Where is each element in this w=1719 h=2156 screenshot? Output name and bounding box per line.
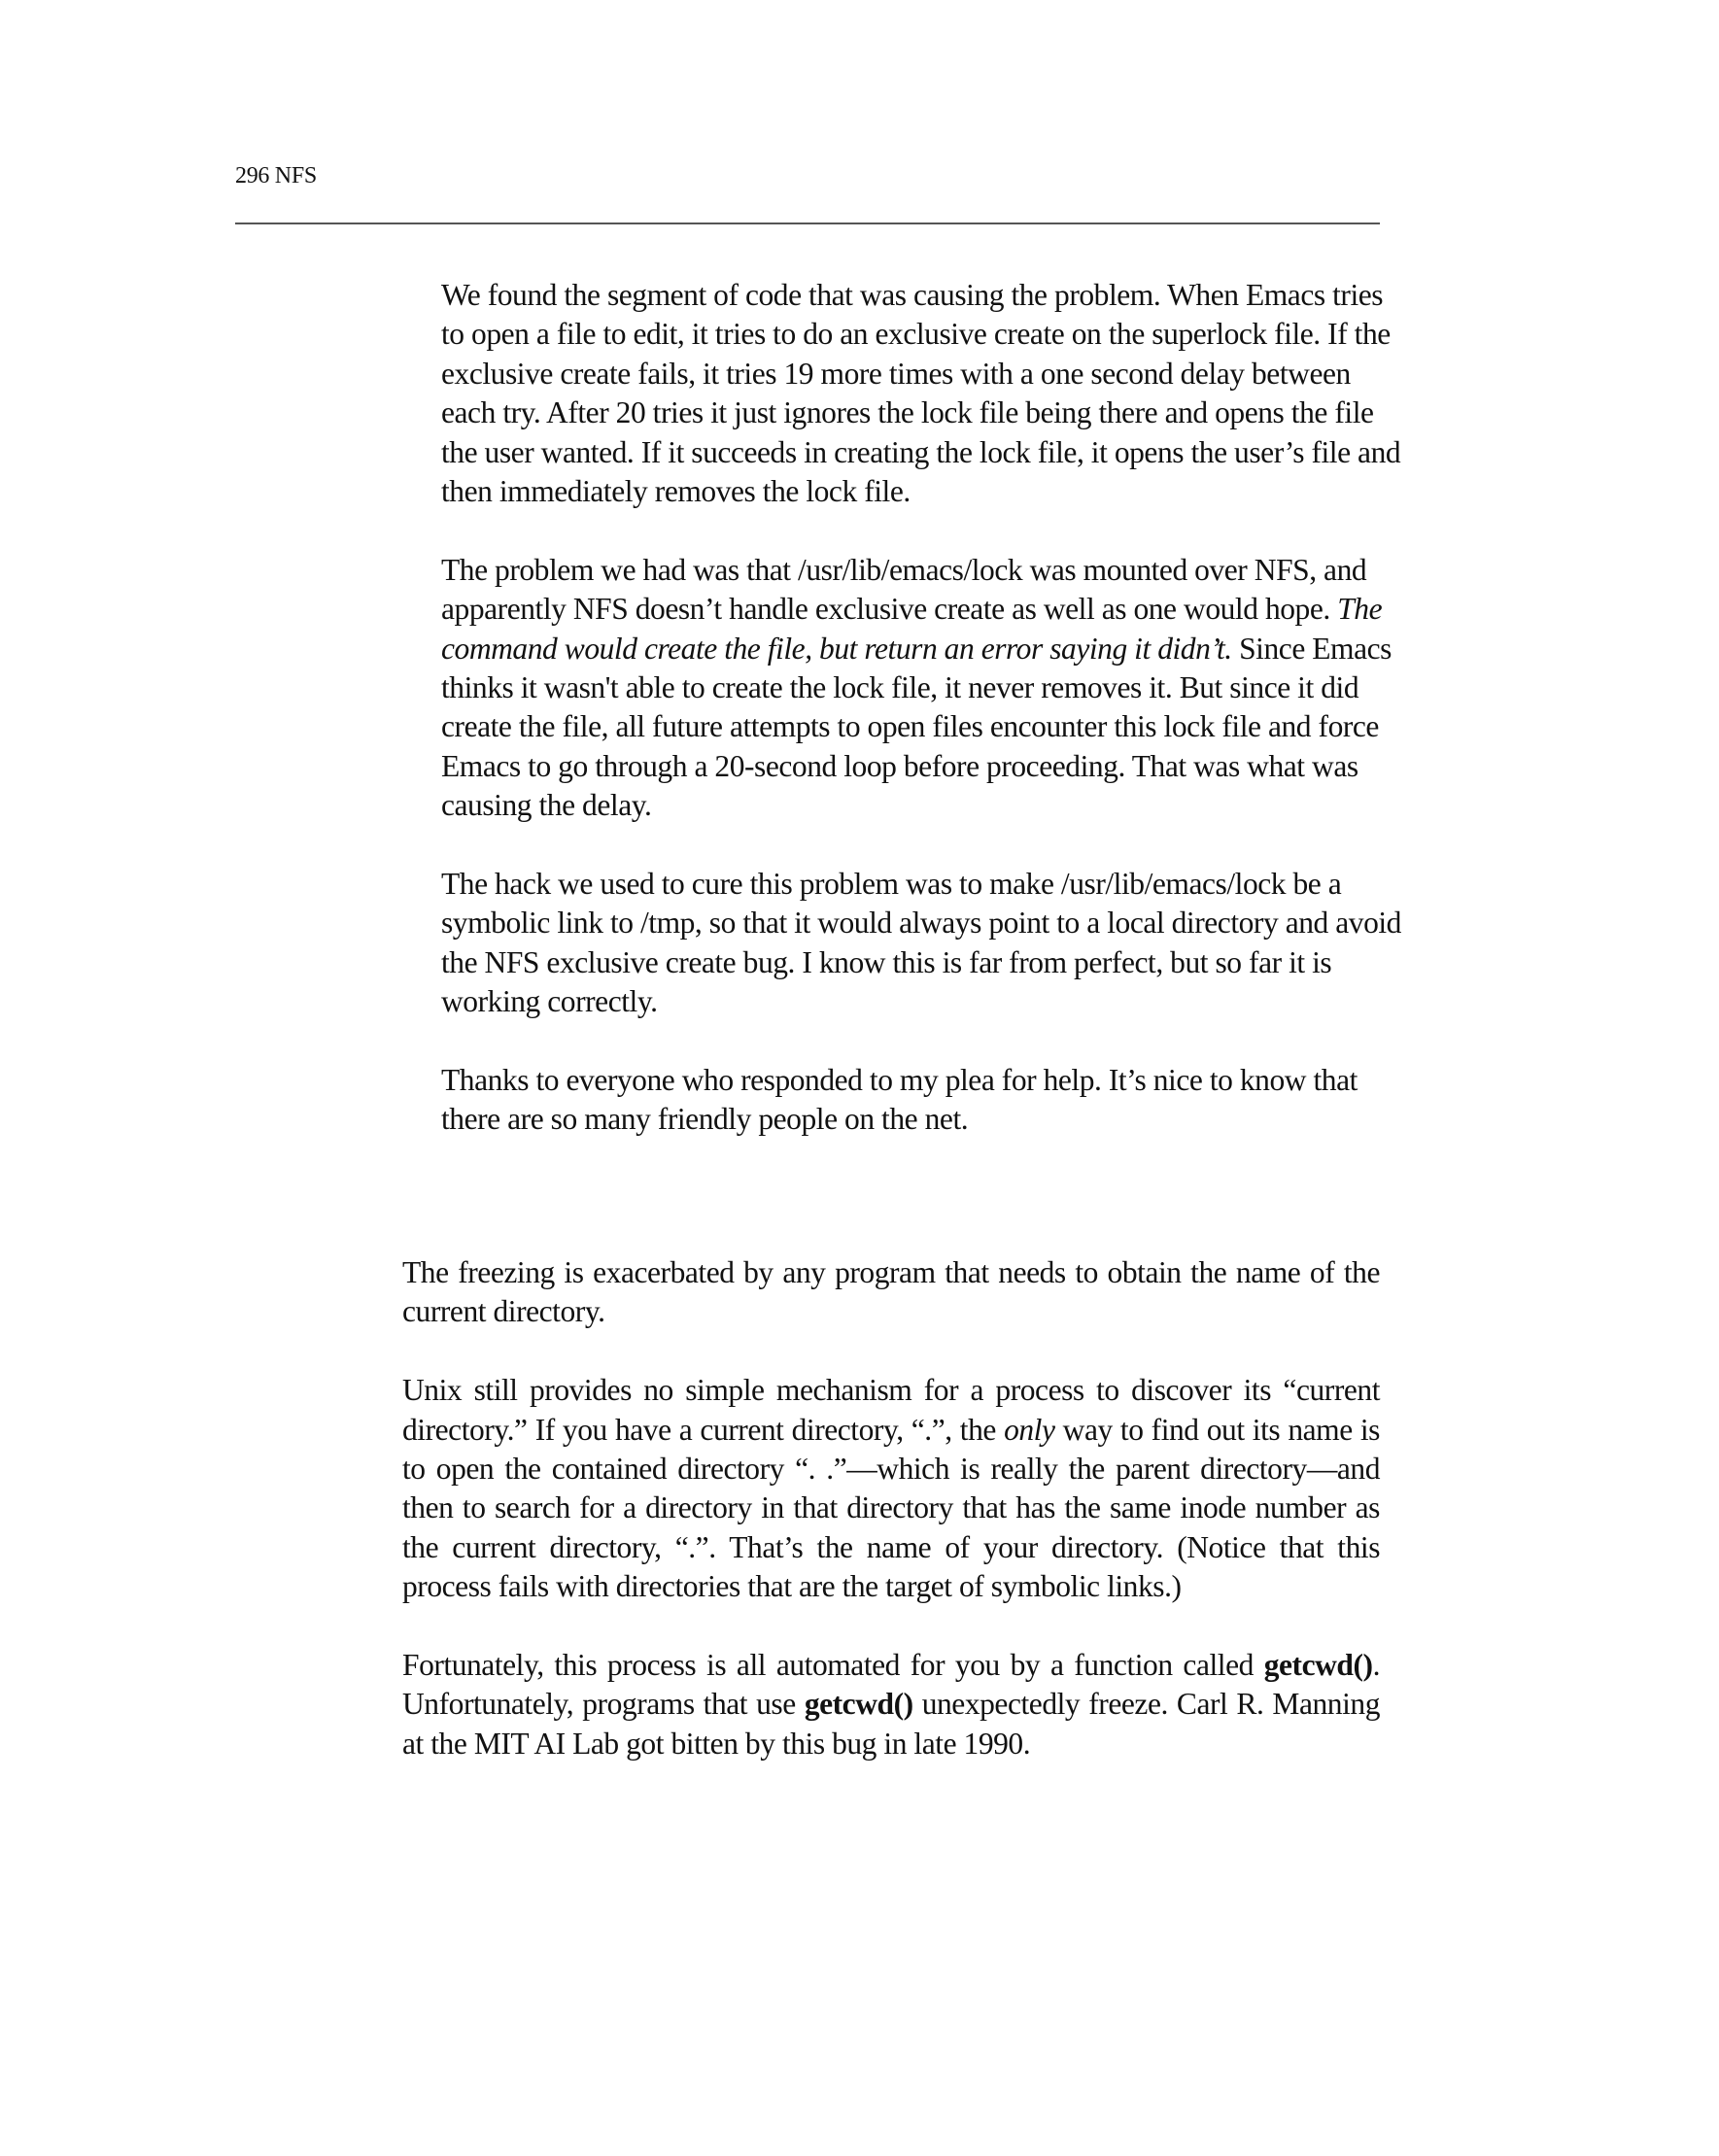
body-text — [402, 1253, 1380, 1803]
quote-paragraph-2-text-before: The problem we had was that /usr/lib/emacs/lock was mounted over NFS, and apparently NFS doesn’t handle exclusive create as well as one would hope. — [441, 552, 1367, 627]
body-paragraph-2-text-after: way to find out its name is to open the contained directory “. .”—which is really the parent directory—and then to search for a directory in that directory that has the same inode number as the current directory, “.”. That’s the name of your directory. (Notice that this process fails with directories that are the target of symbolic links.) — [402, 1412, 1380, 1604]
function-name-getcwd: getcwd() — [1263, 1648, 1373, 1683]
quote-paragraph-4: Thanks to everyone who responded to my plea for help. It’s nice to know that there are so many friendly people on the net. — [441, 1063, 1358, 1137]
body-paragraph-3-text-before: Fortunately, this process is all automated for you by a function called — [402, 1648, 1264, 1683]
body-paragraph-1: The freezing is exacerbated by any program that needs to obtain the name of the current directory. — [402, 1255, 1380, 1329]
quote-paragraph-3: The hack we used to cure this problem was to make /usr/lib/emacs/lock be a symbolic link to /tmp, so that it would always point to a local directory and avoid the NFS exclusive create bug. I know this is far from perfect, but so far it is working correctly. — [441, 867, 1401, 1019]
body-paragraph-2-emphasis: only — [1004, 1412, 1055, 1447]
quote-paragraph-2 — [441, 551, 1403, 826]
body-paragraph-2 — [402, 1371, 1380, 1606]
function-name-getcwd: getcwd() — [804, 1687, 913, 1722]
body-paragraph-3 — [402, 1646, 1380, 1763]
quote-paragraph-2-emphasis: The command would create the file, but return an error saying it didn’t. — [441, 592, 1383, 666]
running-head: 296 NFS — [235, 163, 317, 188]
quote-paragraph-2-text-after: Since Emacs thinks it wasn't able to create the lock file, it never removes it. But since it did create the file, all future attempts to open files encounter this lock file and force Emacs to go through a 20-second loop before proceeding. That was what was causing the delay. — [441, 631, 1392, 823]
body-paragraph-2-text-before: Unix still provides no simple mechanism for a process to discover its “current directory.” If you have a current directory, “.”, the — [402, 1373, 1380, 1447]
header-rule — [235, 222, 1380, 224]
quote-paragraph-1: We found the segment of code that was causing the problem. When Emacs tries to open a file to edit, it tries to do an exclusive create on the superlock file. If the exclusive create fails, it tries 19 more times with a one second delay between each try. After 20 tries it just ignores the lock file being there and opens the file the user wanted. If it succeeds in creating the lock file, it opens the user’s file and then immediately removes the lock file. — [441, 278, 1401, 509]
quoted-message — [441, 276, 1403, 1179]
body-paragraph-3-text-after: unexpectedly freeze. Carl R. Manning at the MIT AI Lab got bitten by this bug in late 1990. — [402, 1687, 1381, 1761]
body-paragraph-3-text-middle: . Unfortunately, programs that use — [402, 1648, 1380, 1722]
